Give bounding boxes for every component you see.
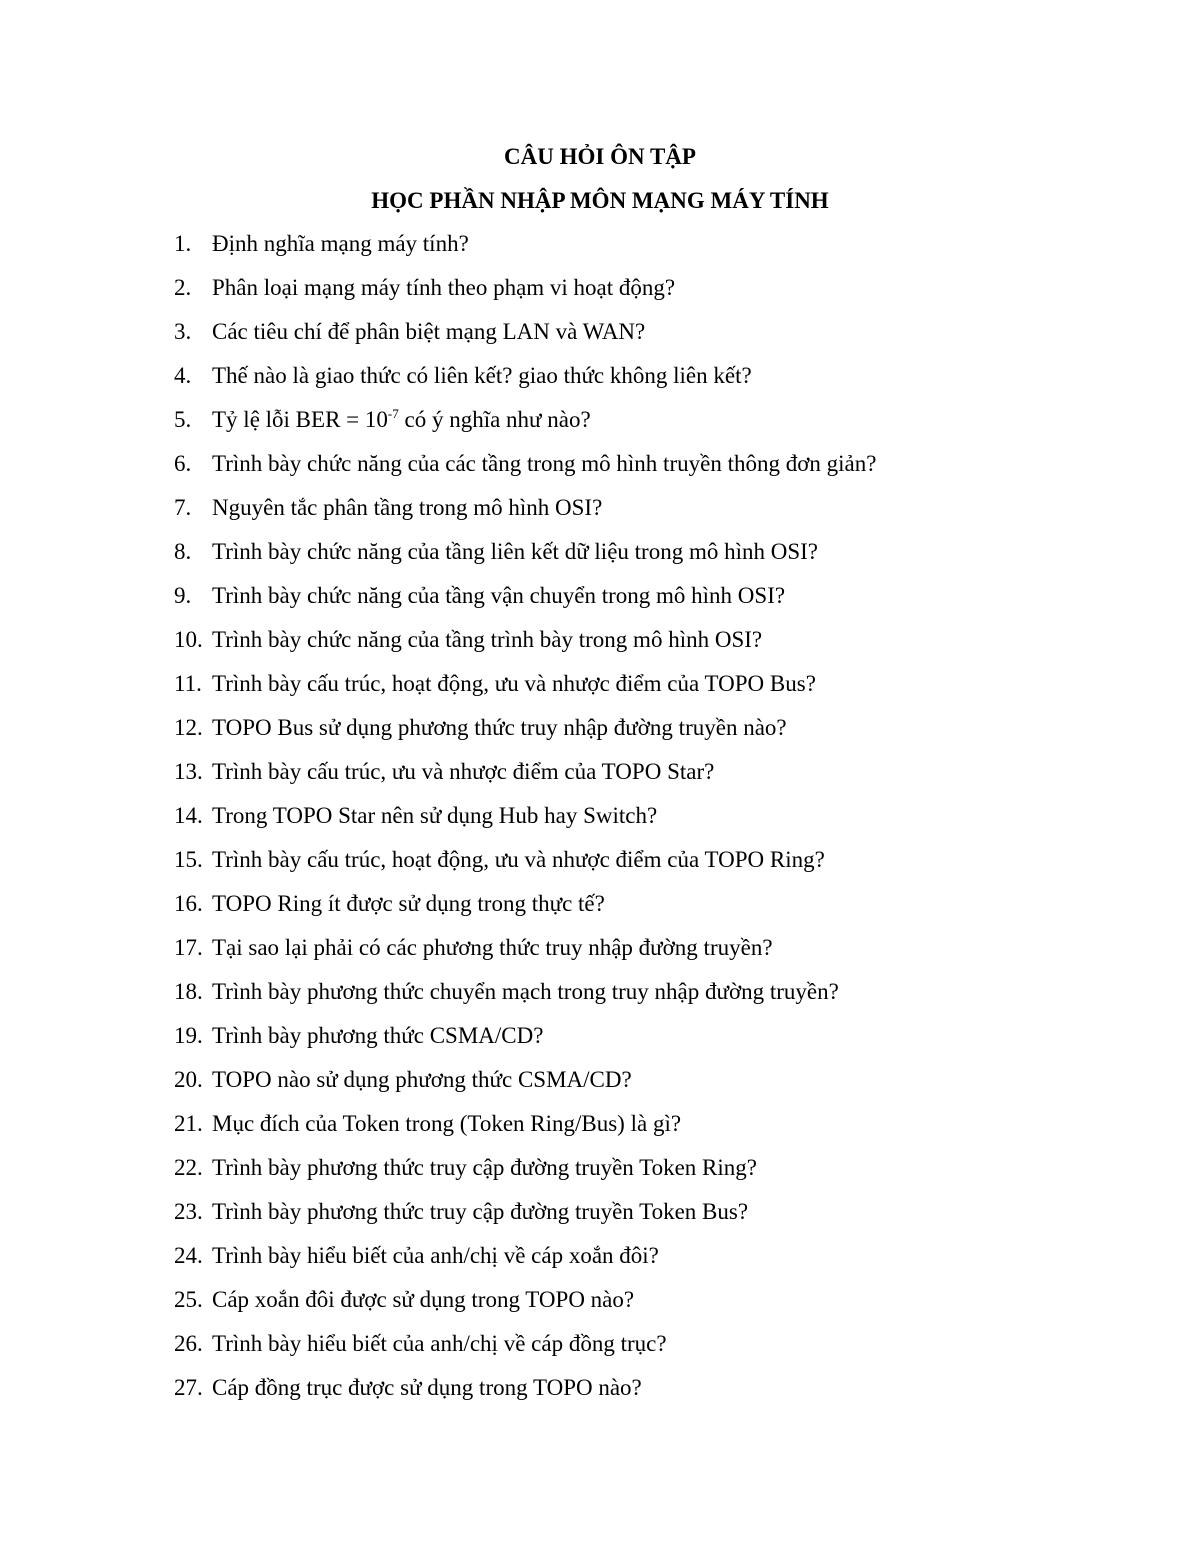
question-number: 6.	[174, 451, 192, 476]
question-number: 1.	[174, 231, 192, 256]
question-item	[174, 1285, 1124, 1329]
question-item	[174, 1241, 1124, 1285]
question-number: 23.	[174, 1199, 203, 1224]
question-text: Thế nào là giao thức có liên kết? giao thức không liên kết?	[212, 363, 752, 388]
question-number: 10.	[174, 627, 203, 652]
question-number: 17.	[174, 935, 203, 960]
question-item	[174, 625, 1124, 669]
question-text: Trình bày hiểu biết của anh/chị về cáp xoắn đôi?	[212, 1243, 659, 1268]
question-number: 2.	[174, 275, 192, 300]
question-number: 14.	[174, 803, 203, 828]
question-item	[174, 1197, 1124, 1241]
question-number: 4.	[174, 363, 192, 388]
question-item	[174, 317, 1124, 361]
question-item	[174, 581, 1124, 625]
page-title: CÂU HỎI ÔN TẬP	[504, 144, 696, 169]
question-text: Nguyên tắc phân tầng trong mô hình OSI?	[212, 495, 603, 520]
question-number: 26.	[174, 1331, 203, 1356]
question-item	[174, 361, 1124, 405]
exponent: -7	[387, 406, 399, 421]
question-number: 21.	[174, 1111, 203, 1136]
question-item	[174, 537, 1124, 581]
question-number: 15.	[174, 847, 203, 872]
question-text: Trình bày phương thức chuyển mạch trong truy nhập đường truyền?	[212, 979, 839, 1004]
question-number: 20.	[174, 1067, 203, 1092]
page-subtitle: HỌC PHẦN NHẬP MÔN MẠNG MÁY TÍNH	[371, 188, 829, 213]
question-item	[174, 493, 1124, 537]
question-text: Cáp xoắn đôi được sử dụng trong TOPO nào?	[212, 1287, 635, 1312]
question-number: 19.	[174, 1023, 203, 1048]
question-text: Trình bày cấu trúc, hoạt động, ưu và nhược điểm của TOPO Bus?	[212, 671, 816, 696]
question-number: 12.	[174, 715, 203, 740]
question-text: Phân loại mạng máy tính theo phạm vi hoạt động?	[212, 275, 676, 300]
question-number: 7.	[174, 495, 192, 520]
question-item	[174, 273, 1124, 317]
question-text: Trình bày cấu trúc, hoạt động, ưu và nhược điểm của TOPO Ring?	[212, 847, 825, 872]
question-item	[174, 757, 1124, 801]
question-text: Trình bày cấu trúc, ưu và nhược điểm của TOPO Star?	[212, 759, 715, 784]
question-text: TOPO nào sử dụng phương thức CSMA/CD?	[212, 1067, 632, 1092]
question-text: Trình bày phương thức truy cập đường truyền Token Bus?	[212, 1199, 749, 1224]
question-text-after: có ý nghĩa như nào?	[398, 407, 591, 432]
question-item	[174, 669, 1124, 713]
question-text: Trình bày hiểu biết của anh/chị về cáp đồng trục?	[212, 1331, 667, 1356]
question-number: 5.	[174, 407, 192, 432]
question-item	[174, 1373, 1124, 1417]
question-text: Trình bày chức năng của tầng liên kết dữ liệu trong mô hình OSI?	[212, 539, 818, 564]
question-text: Trình bày chức năng của tầng trình bày trong mô hình OSI?	[212, 627, 763, 652]
question-item	[174, 1109, 1124, 1153]
question-text: Trình bày chức năng của các tầng trong mô hình truyền thông đơn giản?	[212, 451, 877, 476]
question-item	[174, 933, 1124, 977]
question-text: Định nghĩa mạng máy tính?	[212, 231, 469, 256]
question-number: 8.	[174, 539, 192, 564]
question-text: TOPO Ring ít được sử dụng trong thực tế?	[212, 891, 605, 916]
question-item	[174, 1153, 1124, 1197]
question-number: 27.	[174, 1375, 203, 1400]
question-text	[212, 407, 591, 432]
question-number: 3.	[174, 319, 192, 344]
question-number: 18.	[174, 979, 203, 1004]
question-list	[174, 229, 1124, 1417]
question-item	[174, 713, 1124, 757]
question-number: 11.	[174, 671, 202, 696]
question-text-before: Tỷ lệ lỗi BER = 10	[212, 407, 388, 432]
question-number: 9.	[174, 583, 192, 608]
question-number: 24.	[174, 1243, 203, 1268]
question-number: 25.	[174, 1287, 203, 1312]
question-item	[174, 1065, 1124, 1109]
question-text: Tại sao lại phải có các phương thức truy nhập đường truyền?	[212, 935, 773, 960]
question-item	[174, 1021, 1124, 1065]
question-text: TOPO Bus sử dụng phương thức truy nhập đường truyền nào?	[212, 715, 787, 740]
question-number: 22.	[174, 1155, 203, 1180]
question-text: Mục đích của Token trong (Token Ring/Bus) là gì?	[212, 1111, 682, 1136]
question-text: Trình bày phương thức CSMA/CD?	[212, 1023, 544, 1048]
question-item	[174, 801, 1124, 845]
question-item	[174, 449, 1124, 493]
question-item	[174, 229, 1124, 273]
question-item	[174, 889, 1124, 933]
question-item	[174, 845, 1124, 889]
question-text: Trình bày phương thức truy cập đường truyền Token Ring?	[212, 1155, 757, 1180]
question-item	[174, 405, 1124, 449]
question-text: Cáp đồng trục được sử dụng trong TOPO nào?	[212, 1375, 642, 1400]
question-text: Trong TOPO Star nên sử dụng Hub hay Switch?	[212, 803, 658, 828]
question-number: 16.	[174, 891, 203, 916]
question-item	[174, 1329, 1124, 1373]
question-text: Các tiêu chí để phân biệt mạng LAN và WAN?	[212, 319, 646, 344]
question-item	[174, 977, 1124, 1021]
question-text: Trình bày chức năng của tầng vận chuyển trong mô hình OSI?	[212, 583, 786, 608]
question-number: 13.	[174, 759, 203, 784]
